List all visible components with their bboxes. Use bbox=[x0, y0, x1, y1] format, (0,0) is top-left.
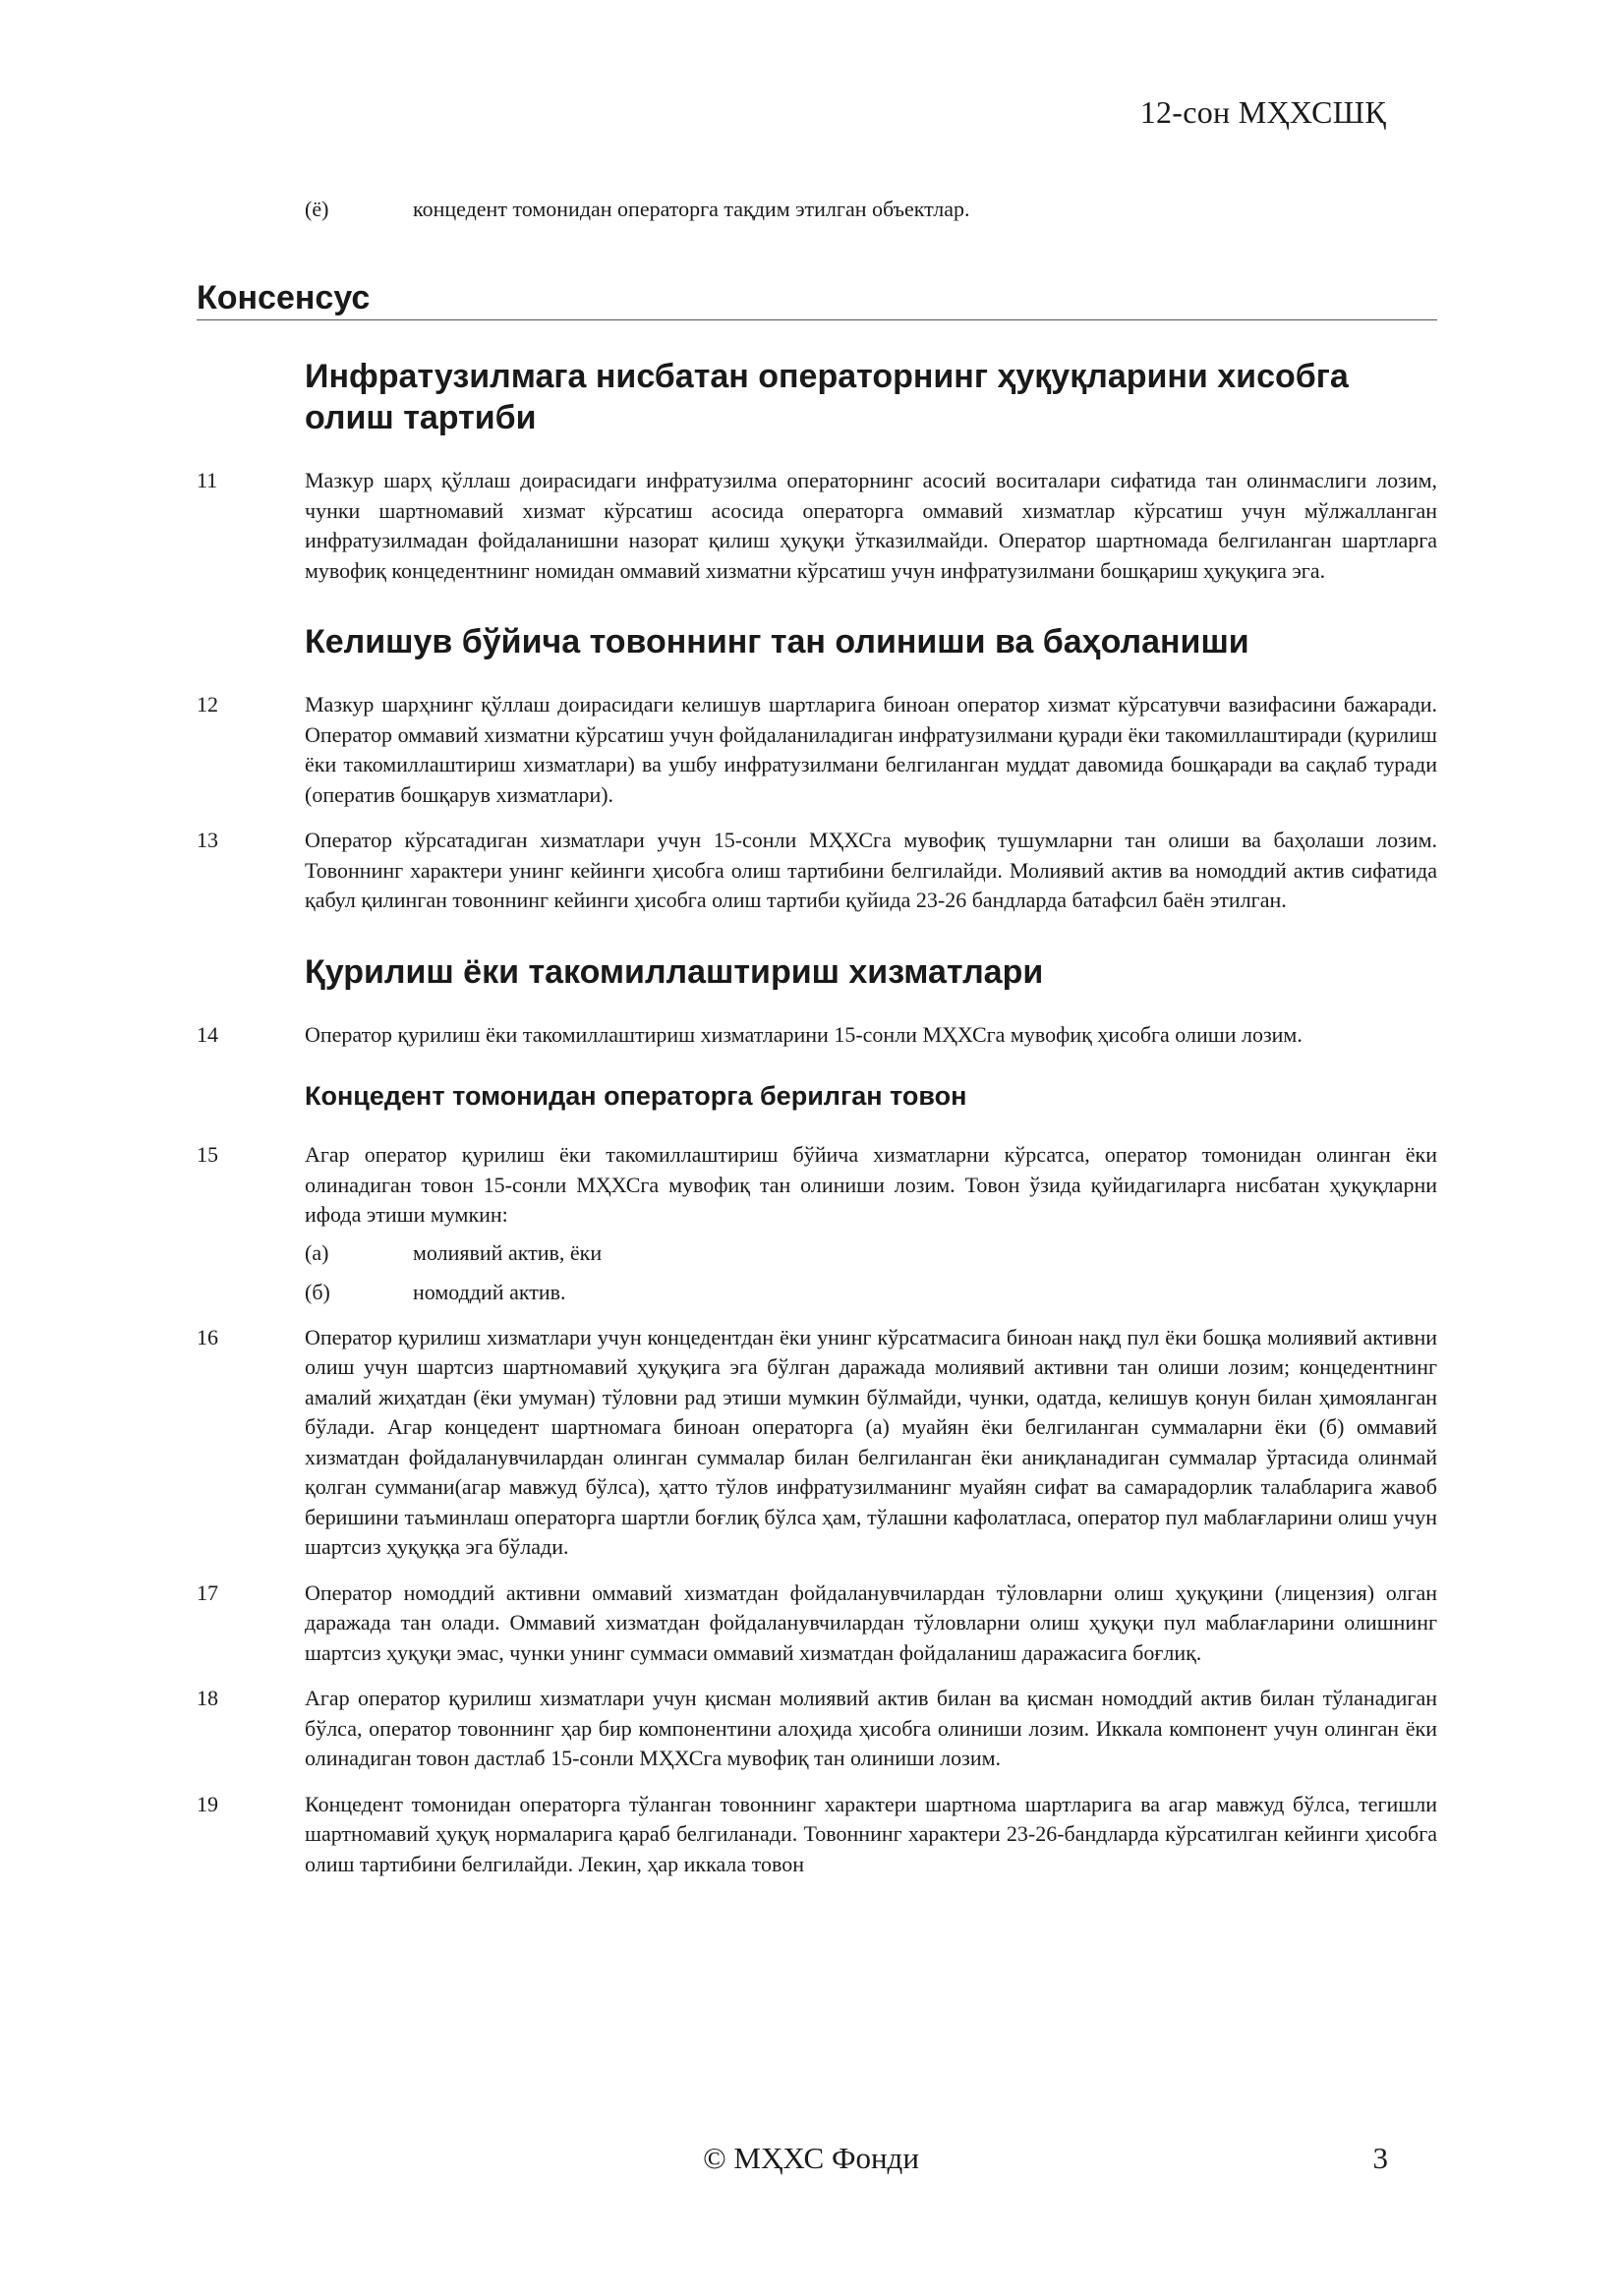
paragraph-16 bbox=[197, 1323, 1437, 1563]
paragraph-19 bbox=[197, 1790, 1437, 1880]
copyright-notice: © МҲХС Фонди bbox=[703, 2141, 919, 2175]
list-marker: (ё) bbox=[305, 197, 329, 221]
list-item bbox=[305, 1238, 1437, 1268]
paragraph-number: 18 bbox=[197, 1686, 218, 1710]
heading-infrastructure-rights: Инфратузилмага нисбатан операторнинг ҳуқуқларини хисобга олиш тартиби bbox=[305, 358, 1349, 436]
paragraph-15 bbox=[197, 1140, 1437, 1231]
paragraph-text: Мазкур шарҳ қўллаш доирасидаги инфратузилма операторнинг асосий воситалари сифатида тан олинмаслиги лозим, чунки шартномавий хизмат кўрсатиш асосида операторга оммавий хизматлар кўрсатиш учун мўлжалланган инфратузилмадан фойдаланишни назорат қилиш ҳуқуқи ўтказилмайди. Оператор шартномада белгиланган шартларга мувофиқ концедентнинг номидан оммавий хизматни кўрсатиш учун инфратузилмани бошқариш ҳуқуқига эга. bbox=[305, 468, 1437, 583]
paragraph-number: 15 bbox=[197, 1142, 218, 1167]
paragraph-text: Мазкур шарҳнинг қўллаш доирасидаги келишув шартларига биноан оператор хизмат кўрсатувчи вазифасини бажаради. Оператор оммавий хизматни кўрсатиш учун фойдаланиладиган инфратузилмани қуради ёки такомиллаштиради (қурилиш ёки такомиллаштириш хизматлари) ва ушбу инфратузилмани белгиланган муддат давомида бошқаради ва сақлаб туради (оператив бошқарув хизматлари). bbox=[305, 692, 1437, 807]
paragraph-text: Оператор қурилиш хизматлари учун концедентдан ёки унинг кўрсатмасига биноан нақд пул ёки бошқа молиявий активни олиш учун шартсиз шартномавий ҳуқуқига эга бўлган даражада молиявий активни тан олиши лозим; концедентнинг амалий жиҳатдан (ёки умуман) тўловни рад этиши мумкин бўлмайди, чунки, одатда, келишув қонун билан ҳимояланган бўлади. Агар концедент шартномага биноан операторга (а) муайян ёки белгиланган суммаларни ёки (б) оммавий хизматдан фойдаланувчилардан олинган суммалар билан белгиланган ёки аниқланадиган суммалар ўртасида олинмай қолган суммани(агар мавжуд бўлса), ҳатто тўлов инфратузилманинг муайян сифат ва самарадорлик талабларига жавоб беришини таъминлаш операторга шартли боғлиқ бўлса ҳам, тўлашни кафолатласа, оператор пул маблағларини олиш учун шартсиз ҳуқуққа эга бўлади. bbox=[305, 1324, 1437, 1559]
subheading-grantor-consideration: Концедент томонидан операторга берилган товон bbox=[305, 1081, 967, 1111]
paragraph-number: 11 bbox=[197, 468, 218, 492]
paragraph-18 bbox=[197, 1684, 1437, 1774]
paragraph-11 bbox=[197, 466, 1437, 586]
paragraph-number: 16 bbox=[197, 1324, 218, 1349]
list-item-text: молиявий актив, ёки bbox=[413, 1239, 603, 1265]
paragraph-number: 13 bbox=[197, 828, 218, 852]
paragraph-number: 19 bbox=[197, 1791, 218, 1816]
paragraph-17 bbox=[197, 1578, 1437, 1669]
running-header: 12-сон МҲХСШҚ bbox=[1139, 94, 1386, 130]
page-footer bbox=[0, 2141, 1622, 2180]
list-marker: (а) bbox=[305, 1239, 329, 1265]
paragraph-text: Агар оператор қурилиш ёки такомиллаштириш бўйича хизматларни кўрсатса, оператор томонидан олинган ёки олинадиган товон 15-сонли МҲХСга мувофиқ тан олиниши лозим. Товон ўзида қуйидагиларга нисбатан ҳуқуқларни ифода этиши мумкин: bbox=[305, 1142, 1437, 1227]
list-item bbox=[305, 195, 1437, 224]
paragraph-number: 17 bbox=[197, 1579, 218, 1605]
page-number: 3 bbox=[1372, 2141, 1388, 2175]
list-item-text: концедент томонидан операторга тақдим этилган объектлар. bbox=[413, 197, 970, 221]
page-content bbox=[197, 195, 1437, 1895]
paragraph-12 bbox=[197, 690, 1437, 810]
heading-construction-services: Қурилиш ёки такомиллаштириш хизматлари bbox=[305, 952, 1044, 991]
list-item-text: номоддий актив. bbox=[413, 1279, 566, 1304]
list-item bbox=[305, 1278, 1437, 1307]
paragraph-14 bbox=[197, 1020, 1437, 1051]
paragraph-number: 12 bbox=[197, 692, 218, 717]
section-title: Консенсус bbox=[197, 279, 1437, 320]
paragraph-text: Агар оператор қурилиш хизматлари учун қисман молиявий актив билан ва қисман номоддий актив билан тўланадиган бўлса, оператор товоннинг ҳар бир компонентини алоҳида ҳисобга олиниши лозим. Иккала компонент учун олинган ёки олинадиган товон дастлаб 15-сонли МҲХСга мувофиқ тан олиниши лозим. bbox=[305, 1686, 1437, 1770]
paragraph-text: Оператор кўрсатадиган хизматлари учун 15-сонли МҲХСга мувофиқ тушумларни тан олиши ва баҳолаши лозим. Товоннинг характери унинг кейинги ҳисобга олиш тартибини белгилайди. Молиявий актив ва номоддий актив сифатида қабул қилинган товоннинг кейинги ҳисобга олиш тартиби қуйида 23-26 бандларда батафсил баён этилган. bbox=[305, 828, 1437, 912]
paragraph-number: 14 bbox=[197, 1021, 218, 1047]
paragraph-text: Оператор қурилиш ёки такомиллаштириш хизматларини 15-сонли МҲХСга мувофиқ ҳисобга олиши лозим. bbox=[305, 1021, 1303, 1047]
list-marker: (б) bbox=[305, 1279, 330, 1304]
heading-consideration: Келишув бўйича товоннинг тан олиниши ва баҳоланиши bbox=[305, 623, 1249, 660]
paragraph-13 bbox=[197, 826, 1437, 916]
paragraph-text: Концедент томонидан операторга тўланган товоннинг характери шартнома шартларига ва агар мавжуд бўлса, тегишли шартномавий ҳуқуқ нормаларига қараб белгиланади. Товоннинг характери 23-26-бандларда кўрсатилган кейинги ҳисобга олиш тартибини белгилайди. Лекин, ҳар иккала товон bbox=[305, 1791, 1437, 1876]
paragraph-text: Оператор номоддий активни оммавий хизматдан фойдаланувчилардан тўловларни олиш ҳуқуқини (лицензия) олган даражада тан олади. Оммавий хизматдан фойдаланувчилардан тўловларни олиш ҳуқуқи пул маблағларини олишнинг шартсиз ҳуқуқи эмас, чунки унинг суммаси оммавий хизматдан фойдаланиш даражасига боғлиқ. bbox=[305, 1579, 1437, 1665]
